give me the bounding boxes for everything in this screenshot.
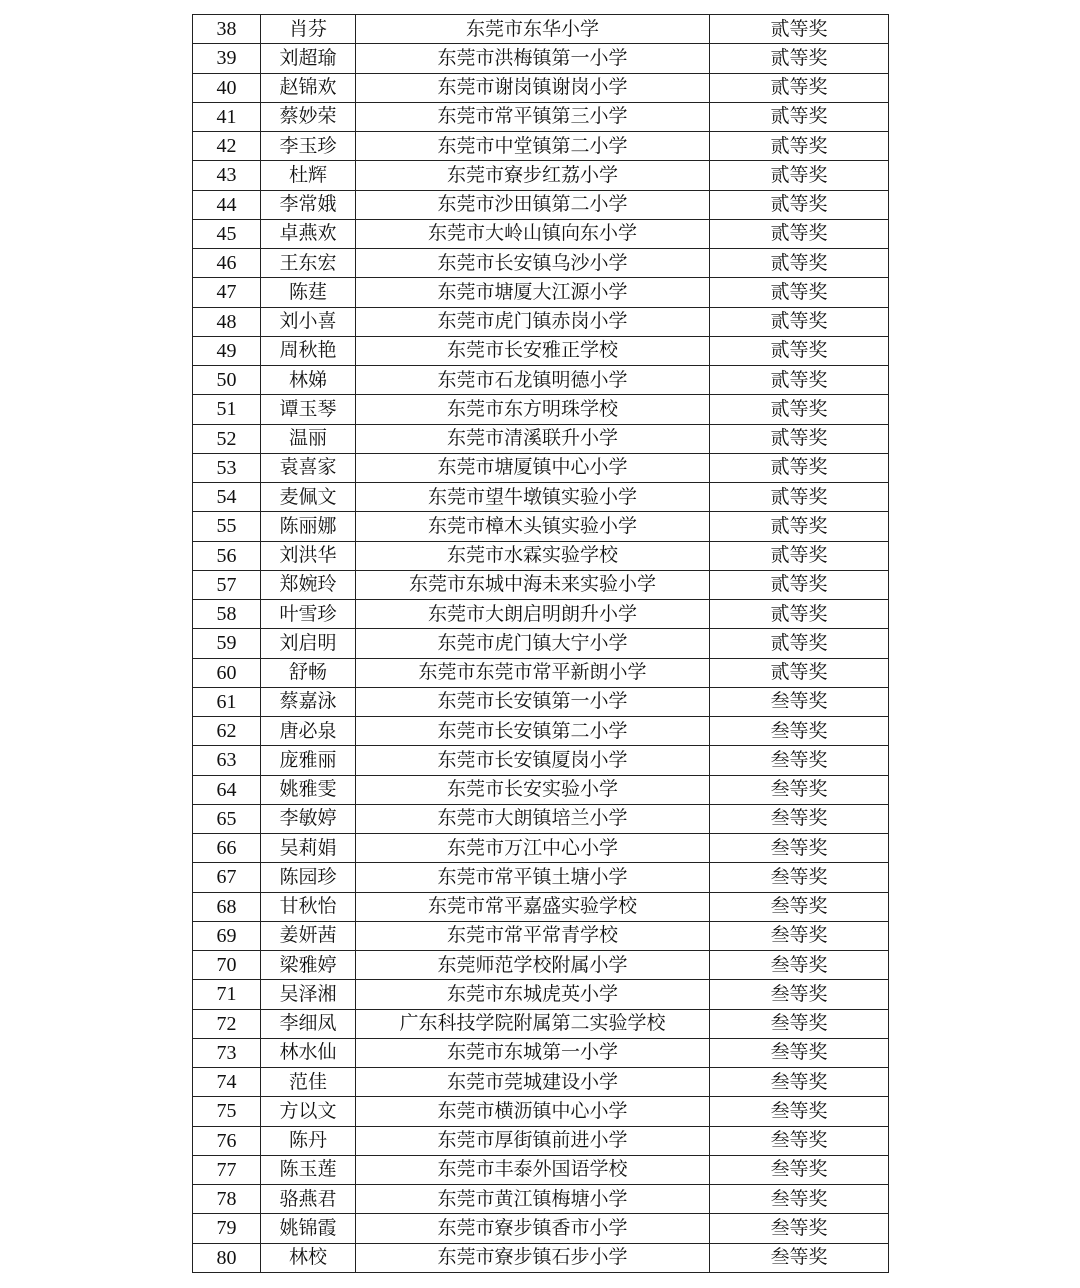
row-number-cell: 63	[193, 746, 261, 775]
school-name-cell: 东莞市沙田镇第二小学	[356, 190, 710, 219]
award-level-cell: 贰等奖	[710, 15, 889, 44]
award-level-cell: 叁等奖	[710, 1068, 889, 1097]
award-level-cell: 叁等奖	[710, 921, 889, 950]
row-number-cell: 80	[193, 1243, 261, 1272]
row-number-cell: 61	[193, 687, 261, 716]
table-row	[193, 658, 889, 687]
table-row	[193, 453, 889, 482]
row-number-cell: 69	[193, 921, 261, 950]
teacher-name-cell: 赵锦欢	[261, 73, 356, 102]
teacher-name-cell: 温丽	[261, 424, 356, 453]
school-name-cell: 东莞市厚街镇前进小学	[356, 1126, 710, 1155]
row-number-cell: 51	[193, 395, 261, 424]
teacher-name-cell: 吴莉娟	[261, 834, 356, 863]
award-level-cell: 贰等奖	[710, 512, 889, 541]
table-row	[193, 483, 889, 512]
school-name-cell: 东莞市长安雅正学校	[356, 336, 710, 365]
row-number-cell: 71	[193, 980, 261, 1009]
school-name-cell: 东莞师范学校附属小学	[356, 951, 710, 980]
row-number-cell: 72	[193, 1009, 261, 1038]
teacher-name-cell: 庞雅丽	[261, 746, 356, 775]
teacher-name-cell: 姚锦霞	[261, 1214, 356, 1243]
table-row	[193, 892, 889, 921]
teacher-name-cell: 陈丹	[261, 1126, 356, 1155]
award-level-cell: 叁等奖	[710, 804, 889, 833]
teacher-name-cell: 麦佩文	[261, 483, 356, 512]
school-name-cell: 东莞市常平嘉盛实验学校	[356, 892, 710, 921]
award-level-cell: 贰等奖	[710, 541, 889, 570]
teacher-name-cell: 谭玉琴	[261, 395, 356, 424]
award-level-cell: 贰等奖	[710, 600, 889, 629]
table-row	[193, 190, 889, 219]
award-list-table	[192, 14, 889, 1273]
school-name-cell: 东莞市黄江镇梅塘小学	[356, 1185, 710, 1214]
award-level-cell: 贰等奖	[710, 219, 889, 248]
table-row	[193, 1068, 889, 1097]
row-number-cell: 76	[193, 1126, 261, 1155]
row-number-cell: 49	[193, 336, 261, 365]
award-level-cell: 贰等奖	[710, 424, 889, 453]
award-level-cell: 叁等奖	[710, 1155, 889, 1184]
teacher-name-cell: 姚雅雯	[261, 775, 356, 804]
table-row	[193, 600, 889, 629]
teacher-name-cell: 吴泽湘	[261, 980, 356, 1009]
award-level-cell: 叁等奖	[710, 1038, 889, 1067]
row-number-cell: 40	[193, 73, 261, 102]
school-name-cell: 东莞市望牛墩镇实验小学	[356, 483, 710, 512]
teacher-name-cell: 唐必泉	[261, 717, 356, 746]
row-number-cell: 70	[193, 951, 261, 980]
teacher-name-cell: 刘超瑜	[261, 44, 356, 73]
table-row	[193, 804, 889, 833]
school-name-cell: 东莞市石龙镇明德小学	[356, 366, 710, 395]
row-number-cell: 42	[193, 132, 261, 161]
table-row	[193, 1097, 889, 1126]
row-number-cell: 57	[193, 570, 261, 599]
teacher-name-cell: 卓燕欢	[261, 219, 356, 248]
award-level-cell: 贰等奖	[710, 132, 889, 161]
row-number-cell: 39	[193, 44, 261, 73]
teacher-name-cell: 蔡嘉泳	[261, 687, 356, 716]
award-level-cell: 叁等奖	[710, 892, 889, 921]
teacher-name-cell: 刘小喜	[261, 307, 356, 336]
row-number-cell: 44	[193, 190, 261, 219]
award-level-cell: 叁等奖	[710, 1185, 889, 1214]
award-level-cell: 贰等奖	[710, 307, 889, 336]
teacher-name-cell: 杜辉	[261, 161, 356, 190]
table-row	[193, 424, 889, 453]
teacher-name-cell: 刘洪华	[261, 541, 356, 570]
table-row	[193, 775, 889, 804]
school-name-cell: 东莞市万江中心小学	[356, 834, 710, 863]
row-number-cell: 60	[193, 658, 261, 687]
table-row	[193, 1243, 889, 1272]
teacher-name-cell: 林水仙	[261, 1038, 356, 1067]
row-number-cell: 45	[193, 219, 261, 248]
teacher-name-cell: 李常娥	[261, 190, 356, 219]
teacher-name-cell: 肖芬	[261, 15, 356, 44]
table-row	[193, 1038, 889, 1067]
award-level-cell: 贰等奖	[710, 453, 889, 482]
table-row	[193, 541, 889, 570]
row-number-cell: 64	[193, 775, 261, 804]
school-name-cell: 东莞市塘厦镇中心小学	[356, 453, 710, 482]
award-table-body	[193, 15, 889, 1273]
award-level-cell: 贰等奖	[710, 278, 889, 307]
teacher-name-cell: 刘启明	[261, 629, 356, 658]
school-name-cell: 东莞市横沥镇中心小学	[356, 1097, 710, 1126]
award-level-cell: 贰等奖	[710, 483, 889, 512]
award-level-cell: 叁等奖	[710, 717, 889, 746]
table-row	[193, 921, 889, 950]
row-number-cell: 43	[193, 161, 261, 190]
award-level-cell: 叁等奖	[710, 980, 889, 1009]
table-row	[193, 1155, 889, 1184]
table-row	[193, 366, 889, 395]
teacher-name-cell: 王东宏	[261, 249, 356, 278]
school-name-cell: 东莞市丰泰外国语学校	[356, 1155, 710, 1184]
school-name-cell: 东莞市寮步镇香市小学	[356, 1214, 710, 1243]
table-row	[193, 717, 889, 746]
school-name-cell: 东莞市塘厦大江源小学	[356, 278, 710, 307]
teacher-name-cell: 林娣	[261, 366, 356, 395]
award-level-cell: 叁等奖	[710, 834, 889, 863]
table-row	[193, 161, 889, 190]
award-level-cell: 叁等奖	[710, 746, 889, 775]
teacher-name-cell: 陈丽娜	[261, 512, 356, 541]
teacher-name-cell: 叶雪珍	[261, 600, 356, 629]
school-name-cell: 东莞市东莞市常平新朗小学	[356, 658, 710, 687]
school-name-cell: 东莞市樟木头镇实验小学	[356, 512, 710, 541]
school-name-cell: 东莞市东城第一小学	[356, 1038, 710, 1067]
row-number-cell: 66	[193, 834, 261, 863]
row-number-cell: 58	[193, 600, 261, 629]
row-number-cell: 65	[193, 804, 261, 833]
teacher-name-cell: 李细凤	[261, 1009, 356, 1038]
table-row	[193, 687, 889, 716]
row-number-cell: 67	[193, 863, 261, 892]
school-name-cell: 东莞市清溪联升小学	[356, 424, 710, 453]
teacher-name-cell: 范佳	[261, 1068, 356, 1097]
row-number-cell: 48	[193, 307, 261, 336]
school-name-cell: 东莞市莞城建设小学	[356, 1068, 710, 1097]
award-level-cell: 贰等奖	[710, 570, 889, 599]
school-name-cell: 东莞市寮步镇石步小学	[356, 1243, 710, 1272]
teacher-name-cell: 梁雅婷	[261, 951, 356, 980]
school-name-cell: 东莞市常平镇第三小学	[356, 102, 710, 131]
row-number-cell: 46	[193, 249, 261, 278]
teacher-name-cell: 周秋艳	[261, 336, 356, 365]
table-row	[193, 336, 889, 365]
row-number-cell: 59	[193, 629, 261, 658]
teacher-name-cell: 袁喜家	[261, 453, 356, 482]
row-number-cell: 47	[193, 278, 261, 307]
school-name-cell: 东莞市谢岗镇谢岗小学	[356, 73, 710, 102]
award-level-cell: 贰等奖	[710, 73, 889, 102]
award-level-cell: 叁等奖	[710, 951, 889, 980]
school-name-cell: 东莞市长安实验小学	[356, 775, 710, 804]
school-name-cell: 东莞市东城中海未来实验小学	[356, 570, 710, 599]
school-name-cell: 东莞市水霖实验学校	[356, 541, 710, 570]
award-level-cell: 贰等奖	[710, 44, 889, 73]
table-row	[193, 629, 889, 658]
row-number-cell: 78	[193, 1185, 261, 1214]
school-name-cell: 东莞市长安镇乌沙小学	[356, 249, 710, 278]
teacher-name-cell: 甘秋怡	[261, 892, 356, 921]
teacher-name-cell: 舒畅	[261, 658, 356, 687]
row-number-cell: 55	[193, 512, 261, 541]
school-name-cell: 东莞市虎门镇大宁小学	[356, 629, 710, 658]
table-row	[193, 980, 889, 1009]
award-level-cell: 贰等奖	[710, 366, 889, 395]
school-name-cell: 东莞市大朗启明朗升小学	[356, 600, 710, 629]
row-number-cell: 56	[193, 541, 261, 570]
school-name-cell: 东莞市长安镇第二小学	[356, 717, 710, 746]
row-number-cell: 41	[193, 102, 261, 131]
row-number-cell: 73	[193, 1038, 261, 1067]
table-row	[193, 570, 889, 599]
school-name-cell: 东莞市东城虎英小学	[356, 980, 710, 1009]
award-level-cell: 叁等奖	[710, 1243, 889, 1272]
award-level-cell: 叁等奖	[710, 687, 889, 716]
award-level-cell: 贰等奖	[710, 102, 889, 131]
row-number-cell: 38	[193, 15, 261, 44]
table-row	[193, 1009, 889, 1038]
award-level-cell: 贰等奖	[710, 629, 889, 658]
table-row	[193, 863, 889, 892]
school-name-cell: 东莞市洪梅镇第一小学	[356, 44, 710, 73]
table-row	[193, 132, 889, 161]
row-number-cell: 74	[193, 1068, 261, 1097]
table-row	[193, 15, 889, 44]
table-row	[193, 307, 889, 336]
table-row	[193, 746, 889, 775]
school-name-cell: 东莞市长安镇第一小学	[356, 687, 710, 716]
school-name-cell: 东莞市常平镇土塘小学	[356, 863, 710, 892]
table-row	[193, 102, 889, 131]
teacher-name-cell: 李敏婷	[261, 804, 356, 833]
row-number-cell: 77	[193, 1155, 261, 1184]
table-row	[193, 219, 889, 248]
teacher-name-cell: 方以文	[261, 1097, 356, 1126]
teacher-name-cell: 陈莛	[261, 278, 356, 307]
school-name-cell: 东莞市寮步红荔小学	[356, 161, 710, 190]
row-number-cell: 75	[193, 1097, 261, 1126]
table-row	[193, 44, 889, 73]
row-number-cell: 79	[193, 1214, 261, 1243]
award-level-cell: 叁等奖	[710, 775, 889, 804]
table-row	[193, 395, 889, 424]
award-level-cell: 叁等奖	[710, 863, 889, 892]
award-level-cell: 叁等奖	[710, 1126, 889, 1155]
teacher-name-cell: 陈玉莲	[261, 1155, 356, 1184]
award-level-cell: 叁等奖	[710, 1097, 889, 1126]
table-row	[193, 1126, 889, 1155]
award-level-cell: 贰等奖	[710, 658, 889, 687]
table-row	[193, 1185, 889, 1214]
row-number-cell: 50	[193, 366, 261, 395]
school-name-cell: 东莞市长安镇厦岗小学	[356, 746, 710, 775]
school-name-cell: 东莞市大岭山镇向东小学	[356, 219, 710, 248]
teacher-name-cell: 郑婉玲	[261, 570, 356, 599]
award-level-cell: 贰等奖	[710, 249, 889, 278]
table-row	[193, 1214, 889, 1243]
award-level-cell: 贰等奖	[710, 190, 889, 219]
teacher-name-cell: 陈园珍	[261, 863, 356, 892]
row-number-cell: 52	[193, 424, 261, 453]
table-row	[193, 278, 889, 307]
teacher-name-cell: 骆燕君	[261, 1185, 356, 1214]
award-level-cell: 叁等奖	[710, 1214, 889, 1243]
school-name-cell: 东莞市中堂镇第二小学	[356, 132, 710, 161]
teacher-name-cell: 李玉珍	[261, 132, 356, 161]
school-name-cell: 东莞市常平常青学校	[356, 921, 710, 950]
table-row	[193, 512, 889, 541]
row-number-cell: 62	[193, 717, 261, 746]
school-name-cell: 东莞市虎门镇赤岗小学	[356, 307, 710, 336]
award-level-cell: 贰等奖	[710, 395, 889, 424]
row-number-cell: 68	[193, 892, 261, 921]
school-name-cell: 东莞市东方明珠学校	[356, 395, 710, 424]
teacher-name-cell: 姜妍茜	[261, 921, 356, 950]
table-row	[193, 951, 889, 980]
teacher-name-cell: 林校	[261, 1243, 356, 1272]
teacher-name-cell: 蔡妙荣	[261, 102, 356, 131]
table-row	[193, 834, 889, 863]
award-level-cell: 叁等奖	[710, 1009, 889, 1038]
table-row	[193, 249, 889, 278]
school-name-cell: 东莞市大朗镇培兰小学	[356, 804, 710, 833]
school-name-cell: 广东科技学院附属第二实验学校	[356, 1009, 710, 1038]
row-number-cell: 54	[193, 483, 261, 512]
school-name-cell: 东莞市东华小学	[356, 15, 710, 44]
award-level-cell: 贰等奖	[710, 161, 889, 190]
table-row	[193, 73, 889, 102]
award-level-cell: 贰等奖	[710, 336, 889, 365]
row-number-cell: 53	[193, 453, 261, 482]
